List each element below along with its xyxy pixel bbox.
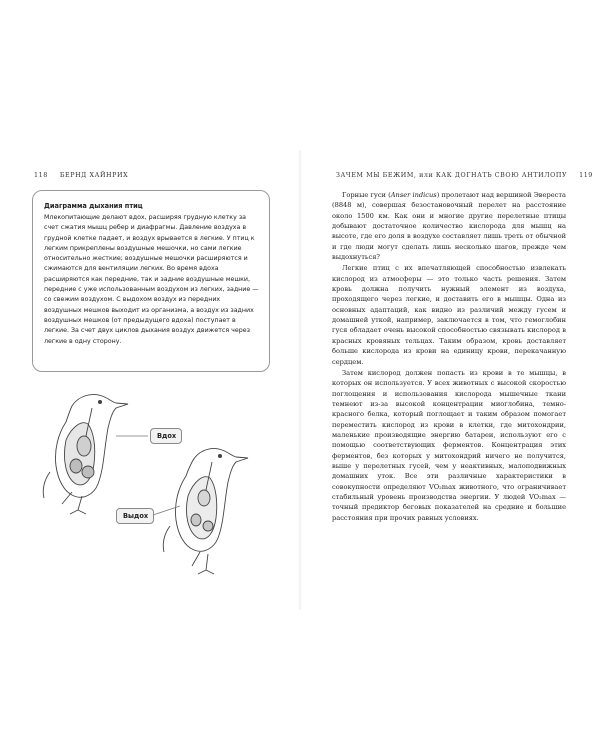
paragraph-1 <box>332 190 566 262</box>
right-page-number: 119 <box>579 172 593 179</box>
page-gutter <box>298 150 302 610</box>
exhale-label: Выдох <box>116 508 154 524</box>
breathing-diagram-infobox <box>32 190 270 372</box>
paragraph-3: Затем кислород должен попасть из крови в те мышцы, в которых он используется. У всех животных с высокой скоростью поглощения и использования кислорода мышечные ткани темнеют из-за высокой концентрации миоглобина, темно-красного белка, который поглощает и таким образом помогает переместить кислород из крови в клетки, где митохондрии, маленькие производящие энергию батареи, используют его с помощью соответствующих ферментов. Концентрация этих ферментов, без которых у митохондрий ничего не получится, выше у перелетных гусей, чем у неактивных, малоподвижных домашних уток. Все эти различные характеристики в совокупности определяют VO₂max животного, что ограничивает стабильный уровень производства энергии. У людей VO₂max — точный предиктор беговых показателей на средние и большие расстояния при прочих равных условиях. <box>332 368 566 522</box>
left-running-head <box>34 172 128 179</box>
right-running-head-title: ЗАЧЕМ МЫ БЕЖИМ, или КАК ДОГНАТЬ СВОЮ АНТИЛОПУ <box>336 172 568 179</box>
bird-breathing-diagram <box>32 380 282 590</box>
paragraph-1-start: Горные гуси ( <box>342 191 391 199</box>
infobox-title: Диаграмма дыхания птиц <box>44 202 143 210</box>
exhale-bird-drawing <box>163 449 248 575</box>
inhale-bird-drawing <box>43 394 128 514</box>
paragraph-1-rest: ) пролетают над вершиной Эвереста (8848 м), совершая безостановочный перелет на расстояние около 1500 км. Как они и многие другие перелетные птицы добывают достаточное количество кислорода для мышц на высоте, где его доля в воздухе составляет лишь треть от обычной и где люди могут сделать лишь несколько шагов, прежде чем выдохнуться? <box>332 191 566 262</box>
body-text <box>332 190 566 523</box>
paragraph-2: Легкие птиц с их впечатляющей способностью извлекать кислород из атмосферы — это только часть решения. Затем кровь должна получить нужный элемент из воздуха, проходящего через легкие, и доставить его в мышцы. Одна из основных адаптаций, как видно из различий между гусем и домашней уткой, например, заключается в том, что гемоглобин гуся обладает очень высокой способностью связывать кислород в красных кровяных тельцах. Таким образом, кровь доставляет больше кислорода из крови на единицу крови, перекачанную сердцем. <box>332 264 566 366</box>
left-running-head-author: БЕРНД ХАЙНРИХ <box>59 172 129 179</box>
species-name: Anser indicus <box>390 191 437 199</box>
inhale-label: Вдох <box>150 428 182 444</box>
left-page-number: 118 <box>34 172 48 179</box>
right-running-head <box>336 172 593 179</box>
bird-illustrations <box>32 380 282 590</box>
infobox-text: Млекопитающие делают вдох, расширяя грудную клетку за счет сжатия мышц ребер и диафрагмы. Давление воздуха в грудной клетке падает, и воздух врывается в легкие. У птиц к легким прикреплены воздушные мешочки, но сами легкие относительно жесткие; воздушные мешочки расширяются и сжимаются для вентиляции легких. Во время вдоха расширяются как передние, так и задние воздушные мешки, передние с уже использованным воздухом из легких, задние — со свежим воздухом. С выдохом воздух из передних воздушных мешков выходит из организма, а воздух из задних воздушных мешков (от предыдущего вдоха) поступает в легкие. За счет двух циклов дыхания воздух движется через легкие в одну сторону. <box>44 214 259 345</box>
